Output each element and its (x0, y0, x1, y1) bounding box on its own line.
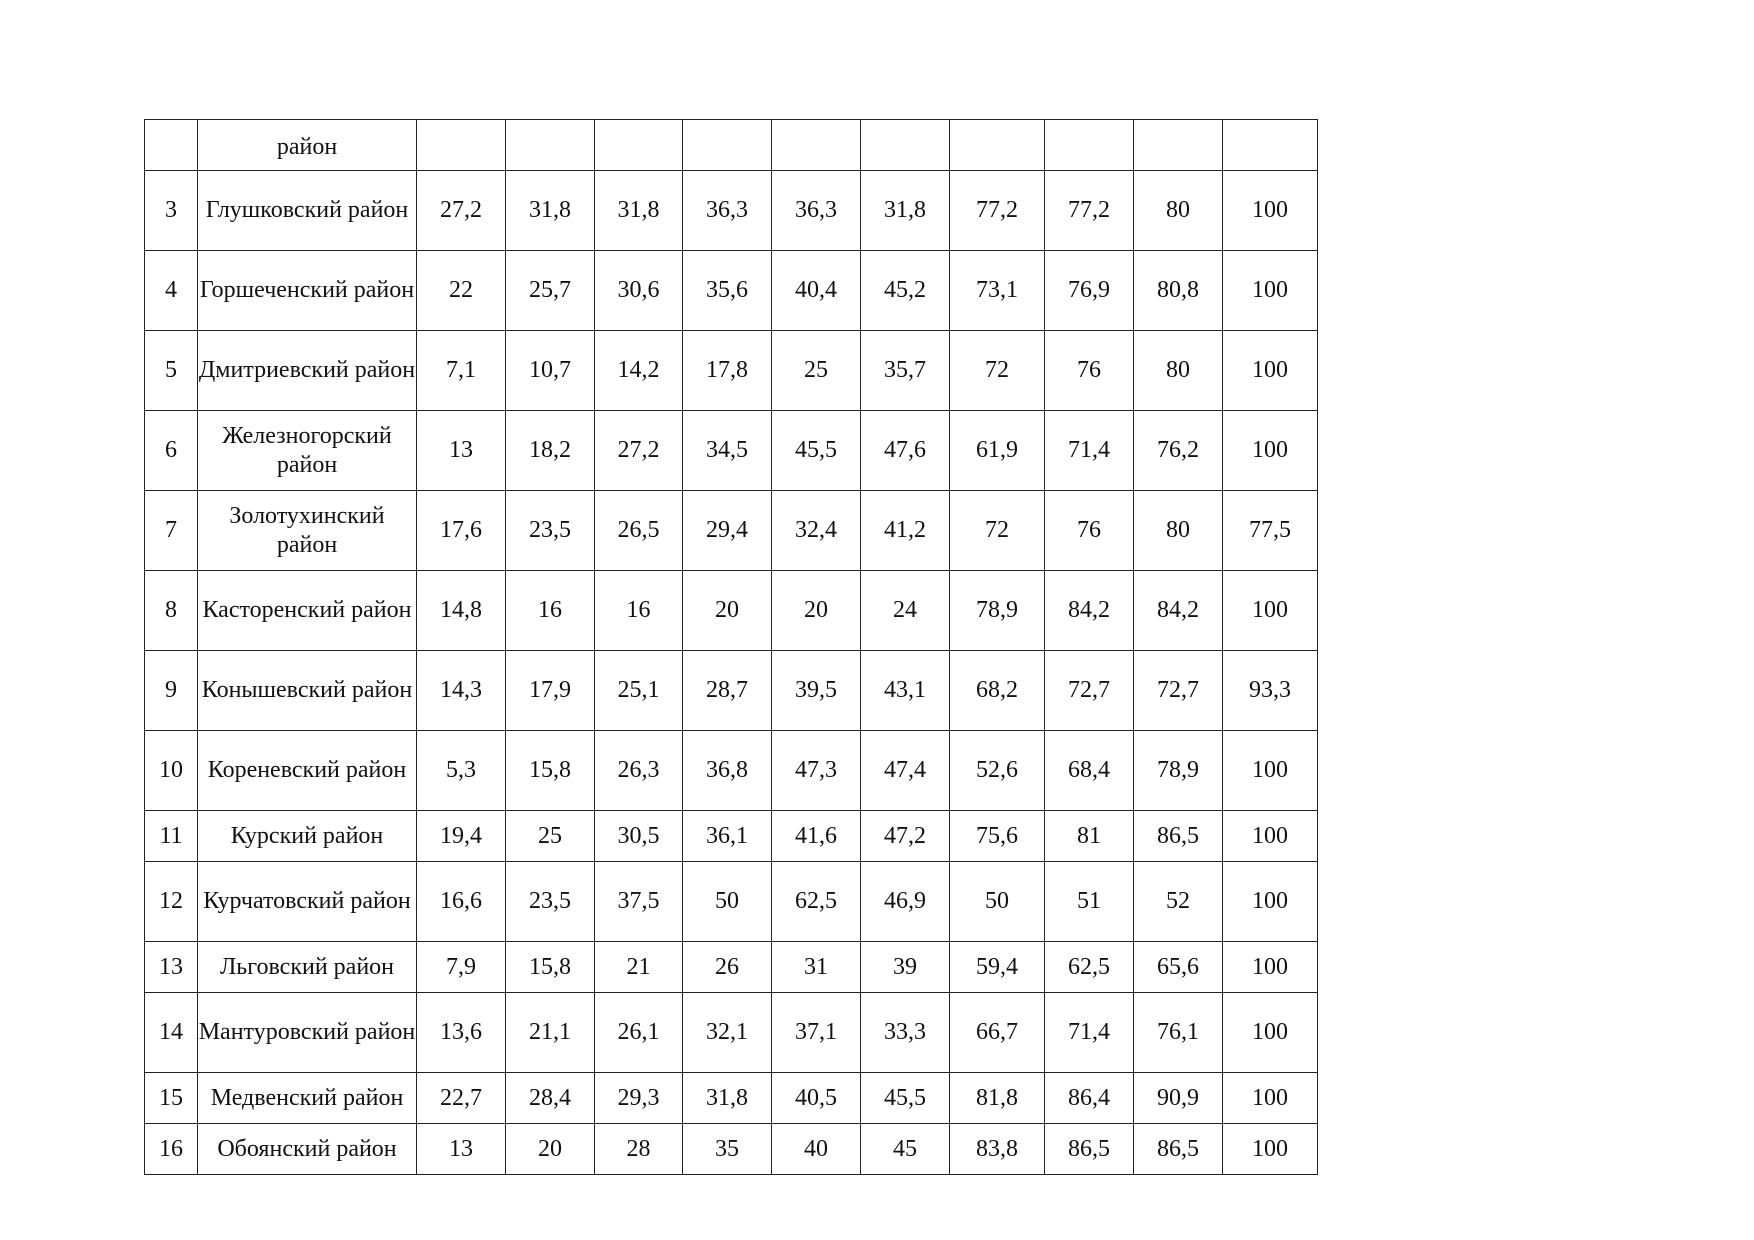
value-cell: 34,5 (683, 411, 772, 491)
value-cell: 21 (595, 942, 683, 993)
value-cell: 86,5 (1045, 1124, 1134, 1175)
value-cell: 80 (1134, 491, 1223, 571)
value-cell: 100 (1223, 411, 1318, 491)
value-cell: 37,1 (772, 993, 861, 1073)
value-cell: 39,5 (772, 651, 861, 731)
value-cell: 36,8 (683, 731, 772, 811)
value-cell: 7,1 (417, 331, 506, 411)
value-cell (417, 120, 506, 171)
value-cell (595, 120, 683, 171)
value-cell: 39 (861, 942, 950, 993)
value-cell: 31,8 (506, 171, 595, 251)
value-cell: 100 (1223, 811, 1318, 862)
value-cell: 100 (1223, 1073, 1318, 1124)
value-cell: 17,8 (683, 331, 772, 411)
value-cell (861, 120, 950, 171)
value-cell: 26,5 (595, 491, 683, 571)
value-cell: 30,6 (595, 251, 683, 331)
value-cell: 45,5 (772, 411, 861, 491)
value-cell: 25,1 (595, 651, 683, 731)
value-cell: 10,7 (506, 331, 595, 411)
district-name-cell: Курчатовский район (198, 862, 417, 942)
district-name-cell: Касторенский район (198, 571, 417, 651)
value-cell: 47,4 (861, 731, 950, 811)
row-number-cell: 9 (145, 651, 198, 731)
value-cell: 45,5 (861, 1073, 950, 1124)
table-row-continuation (145, 120, 1318, 171)
row-number-cell: 14 (145, 993, 198, 1073)
value-cell: 78,9 (1134, 731, 1223, 811)
value-cell: 29,4 (683, 491, 772, 571)
table-row (145, 1124, 1318, 1175)
value-cell: 32,4 (772, 491, 861, 571)
value-cell: 37,5 (595, 862, 683, 942)
district-name-cell: Обоянский район (198, 1124, 417, 1175)
value-cell: 43,1 (861, 651, 950, 731)
value-cell: 20 (683, 571, 772, 651)
value-cell: 100 (1223, 171, 1318, 251)
district-name-cell: Льговский район (198, 942, 417, 993)
value-cell: 27,2 (417, 171, 506, 251)
value-cell: 59,4 (950, 942, 1045, 993)
value-cell: 100 (1223, 993, 1318, 1073)
value-cell: 76,2 (1134, 411, 1223, 491)
value-cell: 100 (1223, 942, 1318, 993)
value-cell: 65,6 (1134, 942, 1223, 993)
table-row (145, 862, 1318, 942)
value-cell: 40 (772, 1124, 861, 1175)
value-cell: 83,8 (950, 1124, 1045, 1175)
district-name-cell: Кореневский район (198, 731, 417, 811)
value-cell: 77,5 (1223, 491, 1318, 571)
value-cell: 66,7 (950, 993, 1045, 1073)
value-cell: 17,6 (417, 491, 506, 571)
value-cell: 25 (506, 811, 595, 862)
value-cell: 17,9 (506, 651, 595, 731)
value-cell: 23,5 (506, 491, 595, 571)
value-cell (772, 120, 861, 171)
value-cell: 76,1 (1134, 993, 1223, 1073)
value-cell: 100 (1223, 1124, 1318, 1175)
value-cell: 40,5 (772, 1073, 861, 1124)
value-cell: 31,8 (861, 171, 950, 251)
value-cell: 36,1 (683, 811, 772, 862)
value-cell: 13,6 (417, 993, 506, 1073)
value-cell: 28 (595, 1124, 683, 1175)
value-cell: 75,6 (950, 811, 1045, 862)
table-row (145, 731, 1318, 811)
value-cell: 19,4 (417, 811, 506, 862)
value-cell (950, 120, 1045, 171)
district-name-cell: Медвенский район (198, 1073, 417, 1124)
value-cell: 86,5 (1134, 811, 1223, 862)
value-cell: 62,5 (772, 862, 861, 942)
value-cell: 32,1 (683, 993, 772, 1073)
table-row (145, 411, 1318, 491)
value-cell: 22,7 (417, 1073, 506, 1124)
value-cell (506, 120, 595, 171)
value-cell: 50 (683, 862, 772, 942)
row-number-cell: 6 (145, 411, 198, 491)
value-cell: 52 (1134, 862, 1223, 942)
value-cell: 80 (1134, 171, 1223, 251)
value-cell: 90,9 (1134, 1073, 1223, 1124)
value-cell: 36,3 (772, 171, 861, 251)
value-cell: 77,2 (950, 171, 1045, 251)
value-cell: 80 (1134, 331, 1223, 411)
district-name-cell: Горшеченский район (198, 251, 417, 331)
district-name-cell: Золотухинский район (198, 491, 417, 571)
value-cell (683, 120, 772, 171)
table-row (145, 171, 1318, 251)
table-row (145, 491, 1318, 571)
value-cell: 21,1 (506, 993, 595, 1073)
value-cell: 62,5 (1045, 942, 1134, 993)
value-cell: 68,2 (950, 651, 1045, 731)
value-cell: 14,8 (417, 571, 506, 651)
value-cell: 22 (417, 251, 506, 331)
value-cell (1134, 120, 1223, 171)
value-cell: 23,5 (506, 862, 595, 942)
value-cell: 100 (1223, 731, 1318, 811)
value-cell: 47,2 (861, 811, 950, 862)
value-cell: 14,2 (595, 331, 683, 411)
table-row (145, 331, 1318, 411)
value-cell: 72 (950, 491, 1045, 571)
table-row (145, 251, 1318, 331)
value-cell: 35,6 (683, 251, 772, 331)
value-cell: 16,6 (417, 862, 506, 942)
value-cell: 15,8 (506, 731, 595, 811)
value-cell: 26,3 (595, 731, 683, 811)
district-name-cell: Глушковский район (198, 171, 417, 251)
value-cell: 20 (772, 571, 861, 651)
row-number-cell: 3 (145, 171, 198, 251)
value-cell: 31,8 (683, 1073, 772, 1124)
value-cell: 24 (861, 571, 950, 651)
value-cell: 84,2 (1134, 571, 1223, 651)
value-cell: 16 (506, 571, 595, 651)
value-cell: 61,9 (950, 411, 1045, 491)
value-cell: 35 (683, 1124, 772, 1175)
row-number-cell: 4 (145, 251, 198, 331)
value-cell: 100 (1223, 251, 1318, 331)
row-number-cell: 15 (145, 1073, 198, 1124)
value-cell: 40,4 (772, 251, 861, 331)
value-cell: 31 (772, 942, 861, 993)
value-cell: 47,3 (772, 731, 861, 811)
value-cell: 30,5 (595, 811, 683, 862)
value-cell: 18,2 (506, 411, 595, 491)
value-cell: 27,2 (595, 411, 683, 491)
value-cell: 46,9 (861, 862, 950, 942)
district-name-cell: Конышевский район (198, 651, 417, 731)
value-cell: 45,2 (861, 251, 950, 331)
value-cell: 26,1 (595, 993, 683, 1073)
value-cell: 45 (861, 1124, 950, 1175)
value-cell: 100 (1223, 571, 1318, 651)
table-body (145, 120, 1318, 1175)
value-cell: 26 (683, 942, 772, 993)
row-number-cell: 16 (145, 1124, 198, 1175)
table-row (145, 1073, 1318, 1124)
value-cell: 52,6 (950, 731, 1045, 811)
row-number-cell: 8 (145, 571, 198, 651)
value-cell: 33,3 (861, 993, 950, 1073)
value-cell: 72,7 (1134, 651, 1223, 731)
value-cell: 15,8 (506, 942, 595, 993)
value-cell: 5,3 (417, 731, 506, 811)
value-cell: 35,7 (861, 331, 950, 411)
value-cell: 25 (772, 331, 861, 411)
table-row (145, 942, 1318, 993)
value-cell: 78,9 (950, 571, 1045, 651)
value-cell: 7,9 (417, 942, 506, 993)
value-cell: 76 (1045, 491, 1134, 571)
value-cell: 73,1 (950, 251, 1045, 331)
value-cell: 36,3 (683, 171, 772, 251)
value-cell: 86,5 (1134, 1124, 1223, 1175)
table-row (145, 651, 1318, 731)
value-cell: 41,2 (861, 491, 950, 571)
district-name-cell: район (198, 120, 417, 171)
value-cell: 100 (1223, 331, 1318, 411)
value-cell: 81,8 (950, 1073, 1045, 1124)
row-number-cell (145, 120, 198, 171)
table-row (145, 993, 1318, 1073)
district-name-cell: Курский район (198, 811, 417, 862)
value-cell: 28,4 (506, 1073, 595, 1124)
value-cell: 84,2 (1045, 571, 1134, 651)
value-cell (1223, 120, 1318, 171)
value-cell: 25,7 (506, 251, 595, 331)
row-number-cell: 13 (145, 942, 198, 993)
value-cell: 13 (417, 411, 506, 491)
value-cell: 31,8 (595, 171, 683, 251)
district-name-cell: Железногорский район (198, 411, 417, 491)
value-cell: 80,8 (1134, 251, 1223, 331)
value-cell: 100 (1223, 862, 1318, 942)
value-cell: 76,9 (1045, 251, 1134, 331)
value-cell: 28,7 (683, 651, 772, 731)
value-cell: 13 (417, 1124, 506, 1175)
row-number-cell: 12 (145, 862, 198, 942)
value-cell: 47,6 (861, 411, 950, 491)
value-cell: 29,3 (595, 1073, 683, 1124)
value-cell: 76 (1045, 331, 1134, 411)
value-cell: 41,6 (772, 811, 861, 862)
table-row (145, 811, 1318, 862)
row-number-cell: 10 (145, 731, 198, 811)
value-cell: 72 (950, 331, 1045, 411)
value-cell: 51 (1045, 862, 1134, 942)
value-cell: 68,4 (1045, 731, 1134, 811)
district-name-cell: Дмитриевский район (198, 331, 417, 411)
value-cell: 14,3 (417, 651, 506, 731)
value-cell: 86,4 (1045, 1073, 1134, 1124)
row-number-cell: 5 (145, 331, 198, 411)
value-cell: 93,3 (1223, 651, 1318, 731)
row-number-cell: 11 (145, 811, 198, 862)
value-cell: 72,7 (1045, 651, 1134, 731)
row-number-cell: 7 (145, 491, 198, 571)
value-cell: 71,4 (1045, 411, 1134, 491)
value-cell (1045, 120, 1134, 171)
value-cell: 20 (506, 1124, 595, 1175)
value-cell: 50 (950, 862, 1045, 942)
value-cell: 81 (1045, 811, 1134, 862)
table-row (145, 571, 1318, 651)
district-name-cell: Мантуровский район (198, 993, 417, 1073)
value-cell: 77,2 (1045, 171, 1134, 251)
value-cell: 71,4 (1045, 993, 1134, 1073)
value-cell: 16 (595, 571, 683, 651)
district-data-table (144, 119, 1318, 1175)
